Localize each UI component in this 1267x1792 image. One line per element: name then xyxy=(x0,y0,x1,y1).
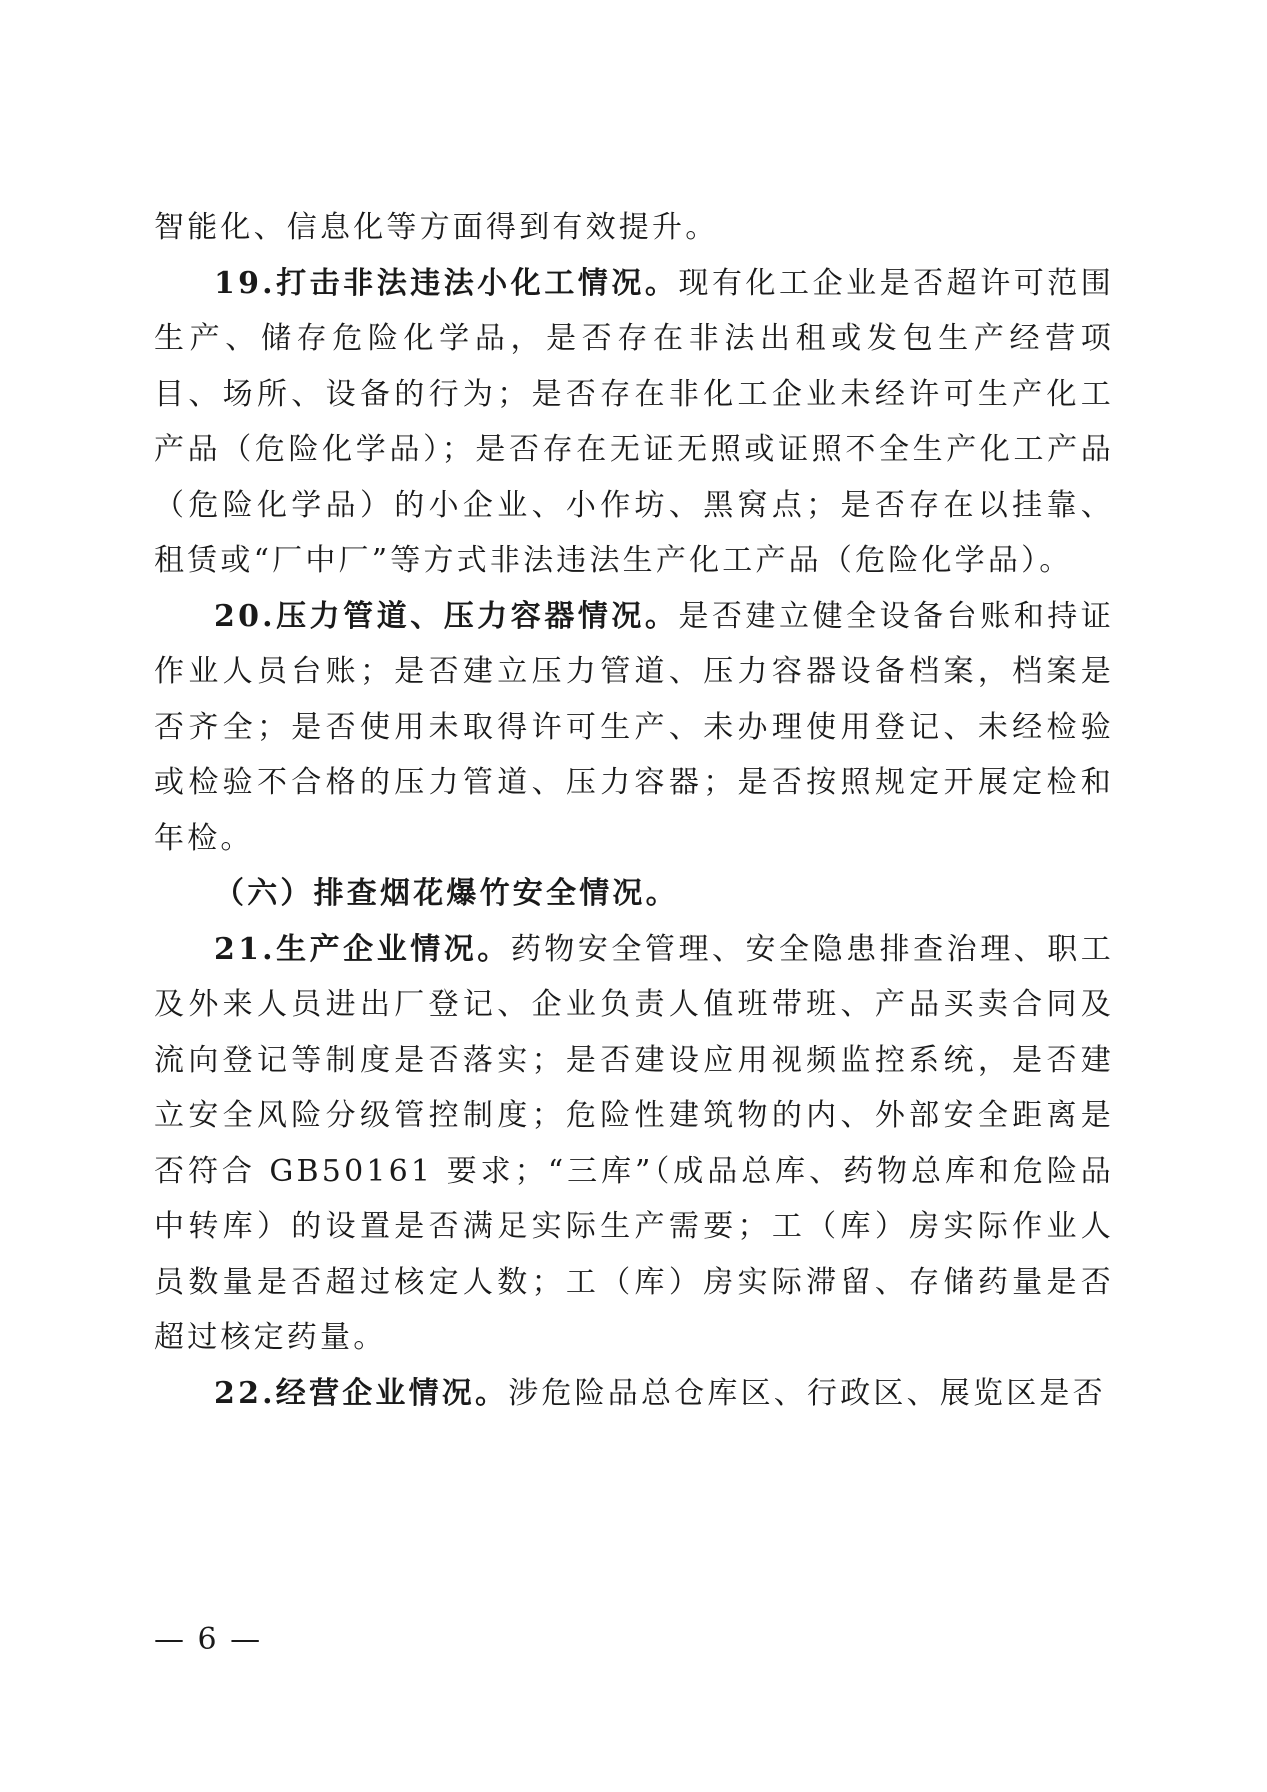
paragraph-item-19 xyxy=(154,256,1114,589)
item-19-heading: 19.打击非法违法小化工情况。 xyxy=(214,265,679,301)
section-6-title: （六）排查烟花爆竹安全情况。 xyxy=(214,876,679,911)
item-21-heading: 21.生产企业情况。 xyxy=(214,931,511,967)
item-22-heading: 22.经营企业情况。 xyxy=(214,1375,509,1411)
paragraph-item-22 xyxy=(154,1366,1114,1422)
paragraph-item-20 xyxy=(154,589,1114,867)
document-body xyxy=(154,200,1114,1421)
paragraph-text: 智能化、信息化等方面得到有效提升。 xyxy=(154,210,719,245)
section-heading-6 xyxy=(154,866,1114,922)
page-number: — 6 — xyxy=(154,1622,263,1657)
paragraph-item-21 xyxy=(154,922,1114,1366)
item-21-text: 药物安全管理、安全隐患排查治理、职工及外来人员进出厂登记、企业负责人值班带班、产品买卖合同及流向登记等制度是否落实；是否建设应用视频监控系统，是否建立安全风险分级管控制度；危险性建筑物的内、外部安全距离是否符合 GB50161 要求；“三库”（成品总库、药物总库和危险品中转库）的设置是否满足实际生产需要；工（库）房实际作业人员数量是否超过核定人数；工（库）房实际滞留、存储药量是否超过核定药量。 xyxy=(154,931,1114,1355)
item-20-text: 是否建立健全设备台账和持证作业人员台账；是否建立压力管道、压力容器设备档案，档案是否齐全；是否使用未取得许可生产、未办理使用登记、未经检验或检验不合格的压力管道、压力容器；是否按照规定开展定检和年检。 xyxy=(154,598,1114,856)
item-22-text: 涉危险品总仓库区、行政区、展览区是否 xyxy=(508,1375,1106,1411)
item-20-heading: 20.压力管道、压力容器情况。 xyxy=(214,598,679,634)
item-19-text: 现有化工企业是否超许可范围生产、储存危险化学品，是否存在非法出租或发包生产经营项目、场所、设备的行为；是否存在非化工企业未经许可生产化工产品（危险化学品）；是否存在无证无照或证照不全生产化工产品（危险化学品）的小企业、小作坊、黑窝点；是否存在以挂靠、租赁或“厂中厂”等方式非法违法生产化工产品（危险化学品）。 xyxy=(154,265,1114,578)
paragraph-continuation xyxy=(154,200,1114,256)
